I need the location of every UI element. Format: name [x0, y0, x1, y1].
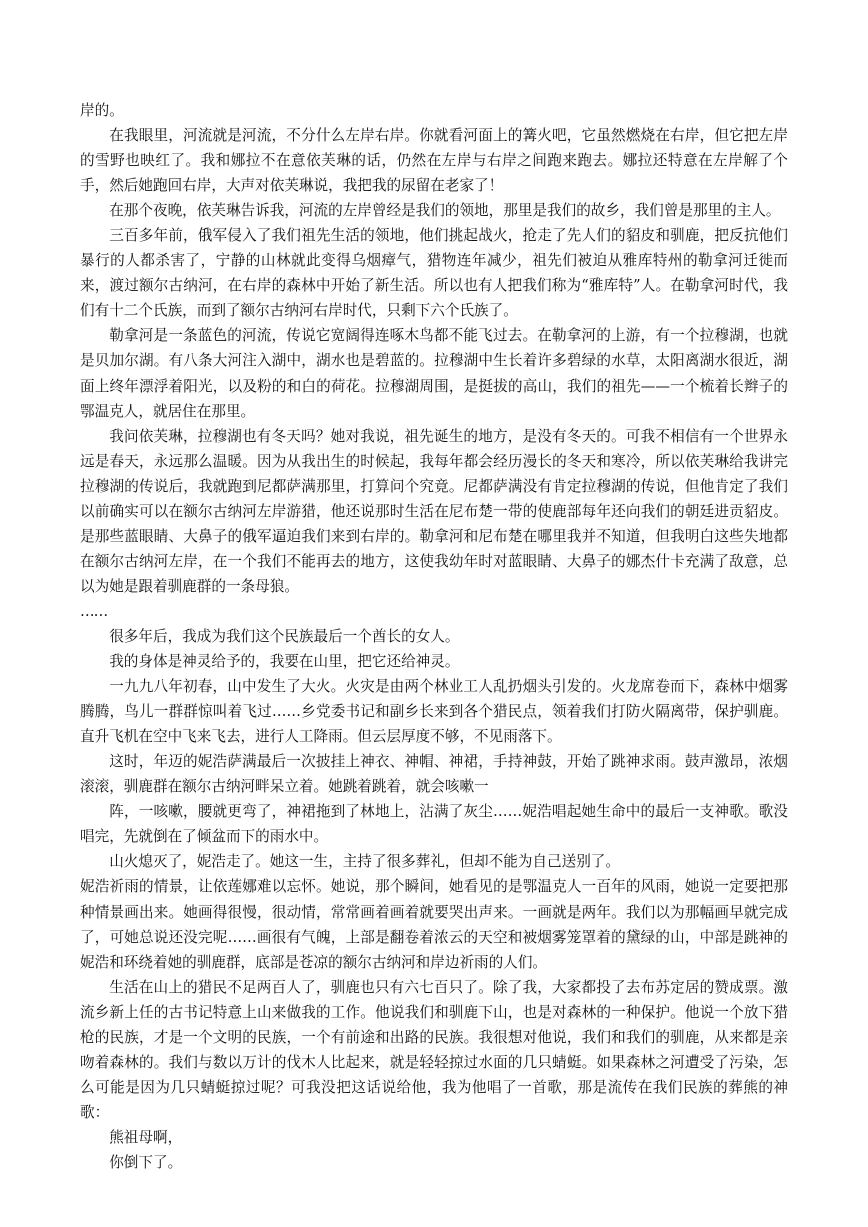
- paragraph: 在我眼里，河流就是河流，不分什么左岸右岸。你就看河面上的篝火吧，它虽然燃烧在右岸，但它把左岸的雪野也映红了。我和娜拉不在意依芙琳的话，仍然在左岸与右岸之间跑来跑去。娜拉还特意在左岸解了个手，然后她跑回右岸，大声对依芙琳说，我把我的尿留在老家了！: [80, 127, 788, 195]
- paragraph: 我问依芙琳，拉穆湖也有冬天吗？她对我说，祖先诞生的地方，是没有冬天的。可我不相信有一个世界永远是春天，永远那么温暖。因为从我出生的时候起，我每年都会经历漫长的冬天和寒冷，所以依芙琳给我讲完拉穆湖的传说后，我就跑到尼都萨满那里，打算问个究竟。尼都萨满没有肯定拉穆湖的传说，但他肯定了我们以前确实可以在额尔古纳河左岸游猎，他还说那时生活在尼布楚一带的使鹿部每年还向我们的朝廷进贡貂皮。是那些蓝眼睛、大鼻子的俄军逼迫我们来到右岸的。勒拿河和尼布楚在哪里我并不知道，但我明白这些失地都在额尔古纳河左岸，在一个我们不能再去的地方，这使我幼年时对蓝眼睛、大鼻子的娜杰什卡充满了敌意，总以为她是跟着驯鹿群的一条母狼。: [80, 427, 788, 595]
- section-ellipsis: ……: [80, 602, 108, 620]
- paragraph: 阵，一咳嗽，腰就更弯了，神裙拖到了林地上，沾满了灰尘……妮浩唱起她生命中的最后一支神歌。歌没唱完，先就倒在了倾盆而下的雨水中。: [80, 803, 788, 846]
- paragraph: 一九九八年初春，山中发生了大火。火灾是由两个林业工人乱扔烟头引发的。火龙席卷而下，森林中烟雾腾腾，鸟儿一群群惊叫着飞过……乡党委书记和副乡长来到各个猎民点，领着我们打防火隔离带，保护驯鹿。直升飞机在空中飞来飞去，进行人工降雨。但云层厚度不够，不见雨落下。: [80, 678, 788, 746]
- paragraph: 生活在山上的猎民不足两百人了，驯鹿也只有六七百只了。除了我，大家都投了去布苏定居的赞成票。激流乡新上任的古书记特意上山来做我的工作。他说我们和驯鹿下山，也是对森林的一种保护。他说一个放下猎枪的民族，才是一个文明的民族，一个有前途和出路的民族。我很想对他说，我们和我们的驯鹿，从来都是亲吻着森林的。我们与数以万计的伐木人比起来，就是轻轻掠过水面的几只蜻蜓。如果森林之河遭受了污染，怎么可能是因为几只蜻蜓掠过呢？可我没把这话说给他，我为他唱了一首歌，那是流传在我们民族的葬熊的神歌：: [80, 978, 788, 1121]
- paragraph: 勒拿河是一条蓝色的河流，传说它宽阔得连啄木鸟都不能飞过去。在勒拿河的上游，有一个拉穆湖，也就是贝加尔湖。有八条大河注入湖中，湖水也是碧蓝的。拉穆湖中生长着许多碧绿的水草，太阳离湖水很近，湖面上终年漂浮着阳光，以及粉的和白的荷花。拉穆湖周围，是挺拔的高山，我们的祖先——一个梳着长辫子的鄂温克人，就居住在那里。: [80, 327, 788, 420]
- paragraph: 很多年后，我成为我们这个民族最后一个酋长的女人。: [109, 627, 460, 645]
- verse-line: 熊祖母啊，: [109, 1128, 183, 1146]
- document-body: [80, 98, 788, 1175]
- paragraph: 岸的。: [80, 102, 124, 119]
- paragraph: 三百多年前，俄军侵入了我们祖先生活的领地，他们挑起战火，抢走了先人们的貂皮和驯鹿，把反抗他们暴行的人都杀害了，宁静的山林就此变得乌烟瘴气，猎物连年减少，祖先们被迫从雅库特州的勒拿河迁徙而来，渡过额尔古纳河，在右岸的森林中开始了新生活。所以也有人把我们称为“雅库特”人。在勒拿河时代，我们有十二个氏族，而到了额尔古纳河右岸时代，只剩下六个氏族了。: [80, 227, 788, 320]
- paragraph: 这时，年迈的妮浩萨满最后一次披挂上神衣、神帽、神裙，手持神鼓，开始了跳神求雨。鼓声激昂，浓烟滚滚，驯鹿群在额尔古纳河畔呆立着。她跳着跳着，就会咳嗽一: [80, 753, 788, 796]
- paragraph: 山火熄灭了，妮浩走了。她这一生，主持了很多葬礼，但却不能为自己送别了。: [109, 853, 620, 871]
- paragraph: 在那个夜晚，依芙琳告诉我，河流的左岸曾经是我们的领地，那里是我们的故乡，我们曾是那里的主人。: [109, 202, 781, 220]
- paragraph: 我的身体是神灵给予的，我要在山里，把它还给神灵。: [109, 653, 460, 671]
- verse-line: 你倒下了。: [109, 1153, 183, 1171]
- paragraph: 妮浩祈雨的情景，让依莲娜难以忘怀。她说，那个瞬间，她看见的是鄂温克人一百年的风雨，她说一定要把那种情景画出来。她画得很慢，很动情，常常画着画着就要哭出声来。一画就是两年。我们以为那幅画早就完成了，可她总说还没完呢……画很有气魄，上部是翻卷着浓云的天空和被烟雾笼罩着的黛绿的山，中部是跳神的妮浩和环绕着她的驯鹿群，底部是苍凉的额尔古纳河和岸边祈雨的人们。: [80, 878, 788, 971]
